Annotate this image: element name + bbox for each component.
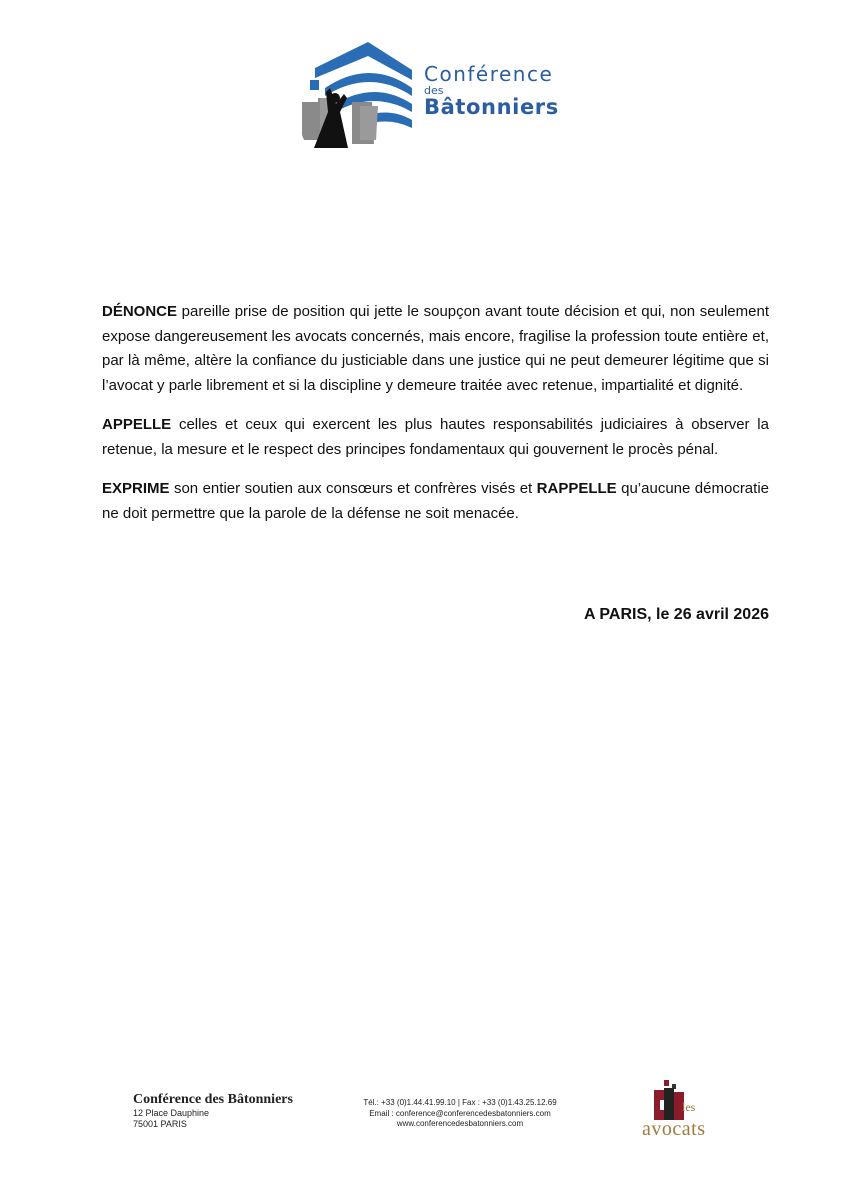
paragraph-exprime <box>102 477 769 526</box>
place-and-date: A PARIS, le 26 avril 2026 <box>584 606 769 623</box>
logo-avocats: avocats <box>642 1118 706 1140</box>
paragraph-text: son entier soutien aux consœurs et confrères visés et <box>169 480 537 497</box>
footer-address-block <box>133 1092 293 1130</box>
logo-line-des: des <box>424 84 444 97</box>
les-avocats-logo <box>640 1078 730 1148</box>
document-body <box>102 300 769 541</box>
footer-website[interactable]: www.conferencedesbatonniers.com <box>396 1119 524 1128</box>
paragraph-appelle <box>102 413 769 462</box>
keyword-denonce: DÉNONCE <box>102 303 178 320</box>
keyword-appelle: APPELLE <box>102 416 172 433</box>
conference-logo <box>300 40 570 150</box>
footer-org-name: Conférence des Bâtonniers <box>133 1092 293 1107</box>
keyword-exprime: EXPRIME <box>102 480 170 497</box>
footer-address-line: 75001 PARIS <box>133 1119 187 1129</box>
logo-wordmark <box>424 64 559 118</box>
paragraph-text: qu’aucune démocratie ne doit permettre que la parole de la défense ne soit menacée. <box>102 480 769 522</box>
keyword-rappelle: RAPPELLE <box>536 480 617 497</box>
paragraph-text: celles et ceux qui exercent les plus hautes responsabilités judiciaires à observer la retenue, la mesure et le respect des principes fondamentaux qui gouvernent le procès pénal. <box>102 416 769 458</box>
logo-line-conference: Conférence <box>424 62 554 86</box>
footer-contact-block <box>335 1098 585 1130</box>
paragraph-denonce <box>102 300 769 398</box>
footer-email[interactable]: Email : conference@conferencedesbatonniers.com <box>369 1108 551 1118</box>
logo-line-batonniers: Bâtonniers <box>424 95 559 119</box>
paragraph-text: pareille prise de position qui jette le soupçon avant toute décision et qui, non seulement expose dangereusement les avocats concernés, mais encore, fragilise la profession toute entière et, par là même, altère la confiance du justiciable dans une justice qui ne peut demeurer légitime que si l’avocat y parle librement et si la discipline y demeure traitée avec retenue, impartialité et dignité. <box>102 303 769 394</box>
logo-les: les <box>682 1100 696 1114</box>
footer-phone-fax: Tél.: +33 (0)1.44.41.99.10 | Fax : +33 (0)1.43.25.12.69 <box>363 1098 557 1107</box>
conference-emblem-icon <box>300 40 425 150</box>
footer-address-line: 12 Place Dauphine <box>133 1108 210 1118</box>
